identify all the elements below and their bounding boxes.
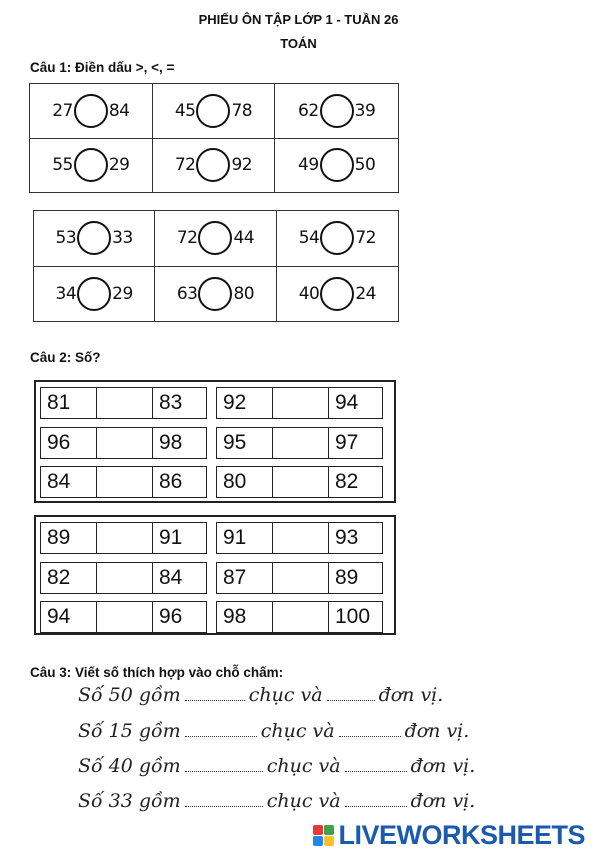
sequence-blank-cell (273, 602, 329, 632)
compare-table-1 (29, 83, 399, 193)
compare-cell (153, 139, 276, 193)
sequence-group (216, 562, 383, 594)
sequence-group (40, 522, 207, 554)
sequence-group (216, 601, 383, 633)
missing-number-input[interactable] (279, 427, 328, 459)
line-prefix: Số 50 gồm (78, 684, 181, 706)
line-suffix: đơn vị. (410, 790, 476, 812)
sequence-row (40, 466, 383, 498)
compare-cell (153, 84, 276, 139)
liveworksheets-logo (313, 820, 585, 851)
compare-sign-circle[interactable] (74, 148, 108, 182)
fill-in-line (78, 755, 475, 777)
sequence-end-number: 83 (159, 391, 183, 414)
sequence-blank-cell (97, 388, 153, 418)
sequence-end-number: 97 (335, 431, 359, 454)
sequence-end-number: 91 (159, 526, 183, 549)
compare-sign-circle[interactable] (198, 221, 232, 255)
left-number: 53 (55, 228, 77, 249)
sequence-blank-cell (97, 563, 153, 593)
missing-number-input[interactable] (279, 522, 328, 554)
tens-blank[interactable] (185, 759, 263, 772)
line-prefix: Số 33 gồm (78, 790, 181, 812)
compare-sign-circle[interactable] (196, 148, 230, 182)
right-number: 50 (354, 155, 376, 176)
sequence-end-number: 94 (335, 391, 359, 414)
tens-blank[interactable] (185, 794, 263, 807)
line-middle: chục và (266, 790, 341, 812)
question-3-heading: Câu 3: Viết số thích hợp vào chỗ chấm: (30, 665, 284, 680)
compare-sign-circle[interactable] (77, 221, 111, 255)
left-number: 27 (52, 100, 73, 121)
left-number: 55 (52, 155, 73, 176)
missing-number-input[interactable] (103, 562, 152, 594)
units-blank[interactable] (345, 759, 407, 772)
logo-text: LIVEWORKSHEETS (338, 820, 585, 850)
compare-cell (34, 211, 155, 267)
sequence-blank-cell (97, 467, 153, 497)
sequence-start-number: 91 (217, 523, 273, 553)
sequence-end-number: 84 (159, 566, 183, 589)
sequence-group (40, 387, 207, 419)
sequence-row (40, 562, 383, 594)
compare-sign-circle[interactable] (320, 148, 354, 182)
left-number: 63 (176, 283, 198, 304)
left-number: 54 (298, 228, 320, 249)
left-number: 49 (298, 155, 319, 176)
sequence-blank-cell (273, 563, 329, 593)
sequence-start-number: 82 (41, 563, 97, 593)
logo-square (313, 825, 323, 835)
sequence-group (40, 466, 207, 498)
compare-cell (277, 267, 398, 322)
line-prefix: Số 40 gồm (78, 755, 181, 777)
right-number: 84 (108, 100, 130, 121)
right-number: 29 (112, 283, 133, 304)
sequence-row (40, 427, 383, 459)
left-number: 34 (55, 283, 77, 304)
sequence-row (40, 522, 383, 554)
sequence-group (216, 387, 383, 419)
compare-sign-circle[interactable] (196, 94, 230, 128)
sequence-start-number: 81 (41, 388, 97, 418)
right-number: 33 (112, 228, 133, 249)
line-middle: chục và (266, 755, 341, 777)
left-number: 72 (176, 228, 198, 249)
compare-cell (275, 84, 398, 139)
sequence-row (40, 601, 383, 633)
line-middle: chục và (260, 720, 335, 742)
compare-table-2 (33, 210, 399, 322)
sequence-group (216, 427, 383, 459)
compare-sign-circle[interactable] (198, 277, 232, 311)
units-blank[interactable] (339, 724, 401, 737)
right-number: 39 (354, 100, 376, 121)
right-number: 29 (108, 155, 130, 176)
sequence-start-number: 89 (41, 523, 97, 553)
line-suffix: đơn vị. (378, 684, 444, 706)
sequence-start-number: 84 (41, 467, 97, 497)
left-number: 72 (174, 155, 196, 176)
logo-square (313, 836, 323, 846)
right-number: 24 (355, 283, 376, 304)
sequence-end-number: 82 (335, 470, 359, 493)
line-middle: chục và (248, 684, 323, 706)
sequence-start-number: 87 (217, 563, 273, 593)
logo-square (324, 836, 334, 846)
left-number: 40 (298, 283, 320, 304)
line-suffix: đơn vị. (410, 755, 476, 777)
sequence-block-1 (34, 380, 396, 503)
missing-number-input[interactable] (279, 562, 328, 594)
sequence-group (216, 522, 383, 554)
missing-number-input[interactable] (103, 387, 152, 419)
compare-cell (155, 267, 276, 322)
line-suffix: đơn vị. (404, 720, 470, 742)
right-number: 92 (231, 155, 253, 176)
compare-sign-circle[interactable] (320, 277, 354, 311)
logo-square (324, 825, 334, 835)
sequence-blank-cell (97, 602, 153, 632)
left-number: 62 (298, 100, 319, 121)
sequence-start-number: 92 (217, 388, 273, 418)
missing-number-input[interactable] (279, 601, 328, 633)
question-1-heading: Câu 1: Điền dấu >, <, = (30, 60, 175, 75)
fill-in-line (78, 684, 443, 706)
question-2-heading: Câu 2: Số? (30, 350, 101, 365)
page-title: PHIẾU ÔN TẬP LỚP 1 - TUẦN 26 (198, 12, 399, 27)
tens-blank[interactable] (185, 688, 245, 701)
line-prefix: Số 15 gồm (78, 720, 181, 742)
sequence-blank-cell (97, 428, 153, 458)
sequence-block-2 (34, 515, 396, 635)
units-blank[interactable] (345, 794, 407, 807)
sequence-start-number: 98 (217, 602, 273, 632)
sequence-start-number: 95 (217, 428, 273, 458)
compare-sign-circle[interactable] (77, 277, 111, 311)
right-number: 44 (233, 228, 255, 249)
right-number: 78 (231, 100, 253, 121)
missing-number-input[interactable] (103, 601, 152, 633)
tens-blank[interactable] (185, 724, 257, 737)
sequence-group (40, 601, 207, 633)
sequence-blank-cell (273, 467, 329, 497)
sequence-end-number: 93 (335, 526, 359, 549)
sequence-end-number: 100 (335, 605, 371, 628)
sequence-blank-cell (273, 388, 329, 418)
compare-cell (275, 139, 398, 193)
missing-number-input[interactable] (279, 387, 328, 419)
compare-sign-circle[interactable] (320, 221, 354, 255)
sequence-row (40, 387, 383, 419)
sequence-group (216, 466, 383, 498)
right-number: 80 (233, 283, 255, 304)
sequence-start-number: 96 (41, 428, 97, 458)
sequence-blank-cell (97, 523, 153, 553)
sequence-end-number: 89 (335, 566, 359, 589)
left-number: 45 (174, 100, 196, 121)
fill-in-line (78, 720, 469, 742)
compare-cell (277, 211, 398, 267)
missing-number-input[interactable] (279, 466, 328, 498)
sequence-end-number: 86 (159, 470, 183, 493)
sequence-blank-cell (273, 428, 329, 458)
sequence-end-number: 96 (159, 605, 183, 628)
compare-cell (34, 267, 155, 322)
sequence-start-number: 80 (217, 467, 273, 497)
sequence-start-number: 94 (41, 602, 97, 632)
sequence-end-number: 98 (159, 431, 183, 454)
sequence-group (40, 562, 207, 594)
compare-cell (30, 84, 153, 139)
compare-cell (155, 211, 276, 267)
compare-sign-circle[interactable] (320, 94, 354, 128)
missing-number-input[interactable] (103, 427, 152, 459)
missing-number-input[interactable] (103, 466, 152, 498)
logo-mark-icon (313, 825, 334, 846)
fill-in-line (78, 790, 475, 812)
right-number: 72 (355, 228, 376, 249)
compare-sign-circle[interactable] (74, 94, 108, 128)
missing-number-input[interactable] (103, 522, 152, 554)
page-subtitle: TOÁN (280, 36, 317, 51)
sequence-group (40, 427, 207, 459)
units-blank[interactable] (327, 688, 375, 701)
sequence-blank-cell (273, 523, 329, 553)
compare-cell (30, 139, 153, 193)
